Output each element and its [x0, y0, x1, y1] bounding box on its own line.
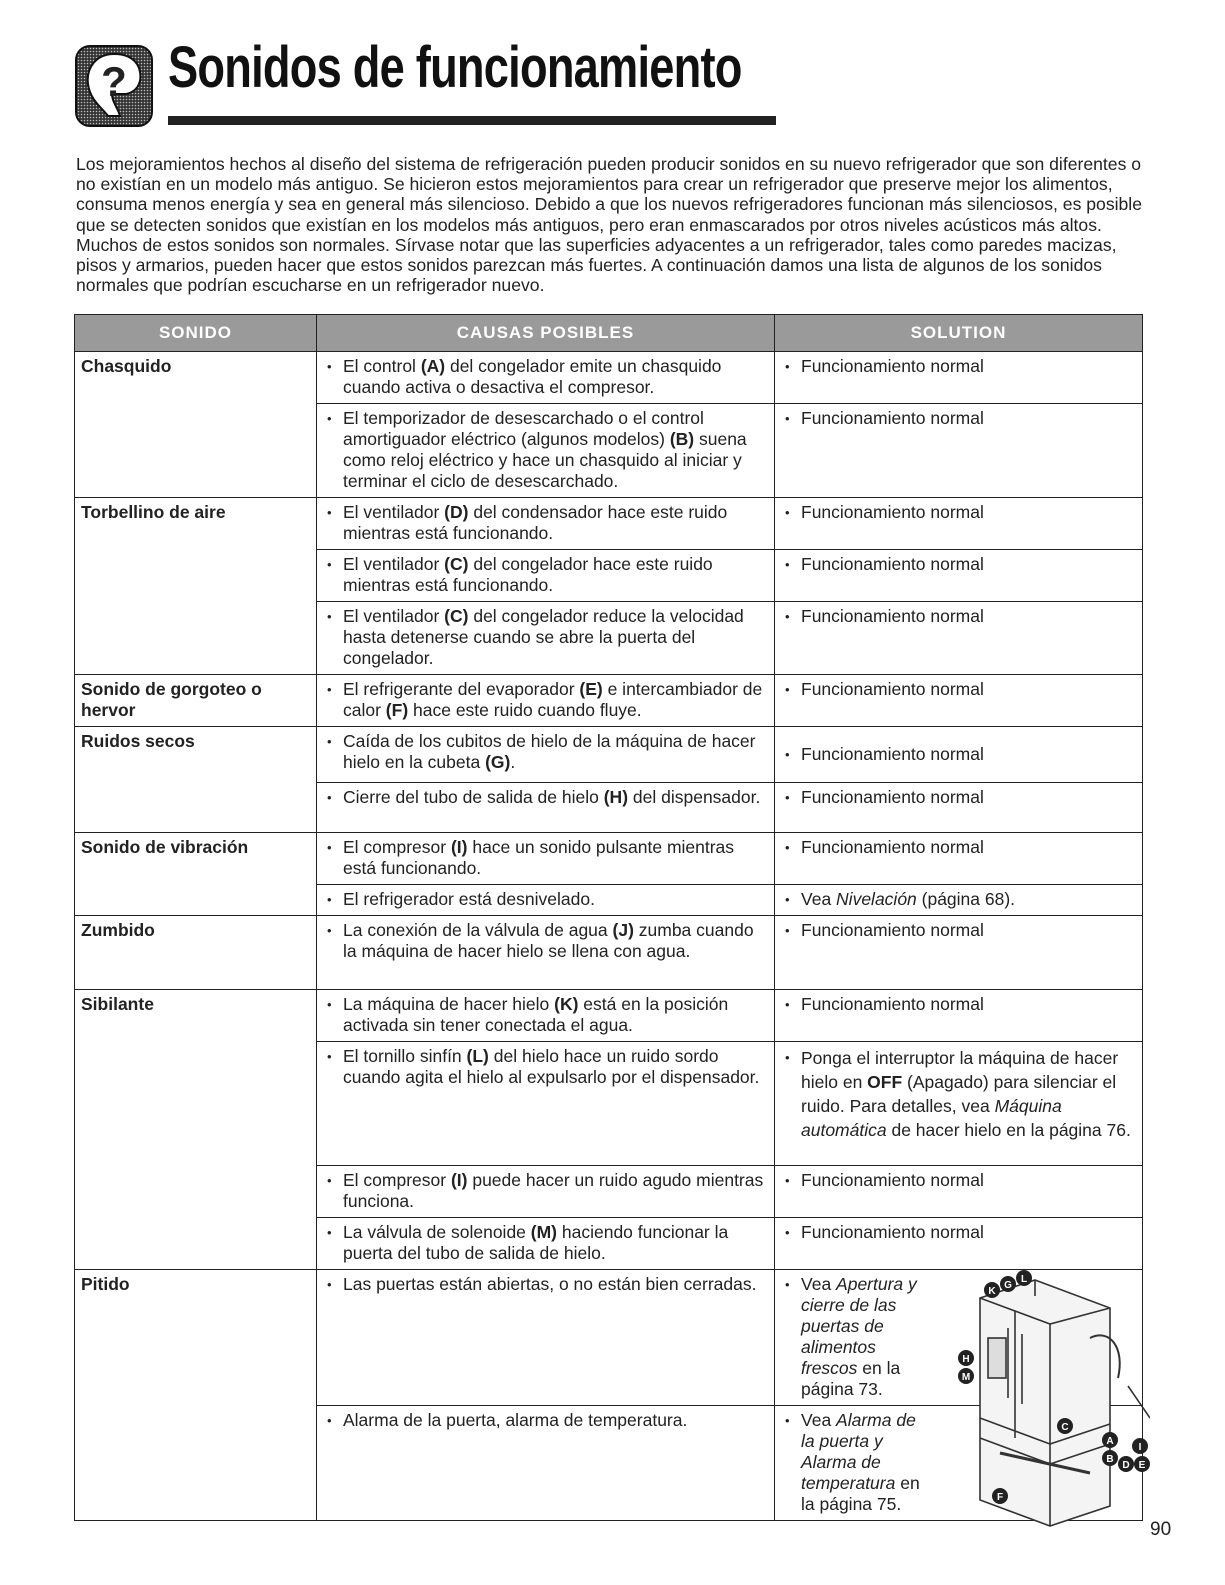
solution-cell: • Funcionamiento normal: [775, 550, 1143, 602]
figure-label: K: [988, 1286, 996, 1297]
title-underline: [168, 116, 776, 125]
figure-label: C: [1061, 1422, 1069, 1433]
sound-name: Sonido de vibración: [75, 833, 317, 916]
solution-cell: • Funcionamiento normal: [775, 990, 1143, 1042]
cause-cell: • El temporizador de desescarchado o el control amortiguador eléctrico (algunos modelos) (B) suena como reloj eléctrico y hace un chasquido al iniciar y terminar el ciclo de desescarchado.: [317, 404, 775, 498]
cause-cell: • El tornillo sinfín (L) del hielo hace un ruido sordo cuando agita el hielo al expulsarlo por el dispensador.: [317, 1042, 775, 1166]
solution-cell: • Funcionamiento normal: [775, 352, 1143, 404]
figure-label: I: [1138, 1442, 1142, 1453]
page-number: 90: [1150, 1519, 1172, 1540]
sound-name: Sibilante: [75, 990, 317, 1270]
sound-name: Torbellino de aire: [75, 498, 317, 675]
table-row: [75, 916, 1143, 990]
cause-cell: • Alarma de la puerta, alarma de temperatura.: [317, 1406, 775, 1521]
cause-cell: • El compresor (I) hace un sonido pulsante mientras está funcionando.: [317, 833, 775, 885]
figure-label: M: [961, 1372, 971, 1383]
sound-name: Chasquido: [75, 352, 317, 498]
cause-cell: • Caída de los cubitos de hielo de la máquina de hacer hielo en la cubeta (G).: [317, 727, 775, 783]
table-header-row: [75, 315, 1143, 352]
col-header-solution: SOLUTION: [775, 315, 1143, 352]
refrigerator-illustration: [940, 1268, 1150, 1528]
cause-cell: • Cierre del tubo de salida de hielo (H) del dispensador.: [317, 783, 775, 833]
col-header-sound: SONIDO: [75, 315, 317, 352]
sound-name: Ruidos secos: [75, 727, 317, 833]
cause-cell: • El refrigerante del evaporador (E) e intercambiador de calor (F) hace este ruido cuando fluye.: [317, 675, 775, 727]
solution-cell: • Funcionamiento normal: [775, 916, 1143, 990]
page-title: Sonidos de funcionamiento: [168, 35, 742, 100]
svg-text:?: ?: [101, 58, 127, 105]
table-row: [75, 352, 1143, 404]
cause-cell: • Las puertas están abiertas, o no están bien cerradas.: [317, 1270, 775, 1406]
table-row: [75, 990, 1143, 1042]
cause-cell: • El ventilador (C) del congelador reduce la velocidad hasta detenerse cuando se abre la puerta del congelador.: [317, 602, 775, 675]
figure-label: H: [962, 1354, 970, 1365]
solution-cell: • Vea Alarma de la puerta y Alarma de temperatura en la página 75.: [775, 1406, 1143, 1521]
sound-name: Pitido: [75, 1270, 317, 1521]
figure-label: L: [1020, 1274, 1028, 1285]
sound-name: Sonido de gorgoteo o hervor: [75, 675, 317, 727]
cause-cell: • El control (A) del congelador emite un chasquido cuando activa o desactiva el compresor.: [317, 352, 775, 404]
cause-cell: • La válvula de solenoide (M) haciendo funcionar la puerta del tubo de salida de hielo.: [317, 1218, 775, 1270]
solution-cell: • Funcionamiento normal: [775, 404, 1143, 498]
help-icon: [74, 44, 154, 128]
col-header-causes: CAUSAS POSIBLES: [317, 315, 775, 352]
solution-cell: • Funcionamiento normal: [775, 783, 1143, 833]
solution-cell: • Vea Nivelación (página 68).: [775, 885, 1143, 916]
solution-cell: • Funcionamiento normal: [775, 1218, 1143, 1270]
cause-cell: • El ventilador (C) del congelador hace este ruido mientras está funcionando.: [317, 550, 775, 602]
solution-cell: • Funcionamiento normal: [775, 1166, 1143, 1218]
cause-cell: • La conexión de la válvula de agua (J) zumba cuando la máquina de hacer hielo se llena con agua.: [317, 916, 775, 990]
solution-cell: • Vea Apertura y cierre de las puertas de alimentos frescos en la página 73.: [775, 1270, 1143, 1406]
figure-label: D: [1122, 1460, 1130, 1471]
figure-label: F: [996, 1492, 1004, 1503]
table-row: [75, 498, 1143, 550]
intro-paragraph: Los mejoramientos hechos al diseño del sistema de refrigeración pueden producir sonidos en su nuevo refrigerador que son diferentes o no existían en un modelo más antiguo. Se hicieron estos mejoramientos para crear un refrigerador que preserve mejor los alimentos, consuma menos energía y sea en general más silencioso. Debido a que los nuevos refrigeradores funcionan más silenciosos, es posible que se detecten sonidos que existían en los modelos más antiguos, pero eran enmascarados por otros niveles acústicos más altos. Muchos de estos sonidos son normales. Sírvase notar que las superficies adyacentes a un refrigerador, tales como paredes macizas, pisos y armarios, pueden hacer que estos sonidos parezcan más fuertes. A continuación damos una lista de algunos de los sonidos normales que podrían escucharse en un refrigerador nuevo.: [76, 154, 1143, 296]
cause-cell: • El compresor (I) puede hacer un ruido agudo mientras funciona.: [317, 1166, 775, 1218]
solution-cell: • Funcionamiento normal: [775, 727, 1143, 783]
table-row: [75, 675, 1143, 727]
solution-cell: • Funcionamiento normal: [775, 602, 1143, 675]
cause-cell: • El refrigerador está desnivelado.: [317, 885, 775, 916]
solution-cell: • Funcionamiento normal: [775, 675, 1143, 727]
figure-label: A: [1106, 1436, 1114, 1447]
solution-cell: • Funcionamiento normal: [775, 833, 1143, 885]
table-row: [75, 833, 1143, 885]
sound-name: Zumbido: [75, 916, 317, 990]
figure-label: G: [1004, 1280, 1012, 1291]
cause-cell: • El ventilador (D) del condensador hace este ruido mientras está funcionando.: [317, 498, 775, 550]
figure-label: E: [1138, 1460, 1146, 1471]
cause-cell: • La máquina de hacer hielo (K) está en la posición activada sin tener conectada el agua.: [317, 990, 775, 1042]
table-row: [75, 727, 1143, 783]
solution-cell: • Funcionamiento normal: [775, 498, 1143, 550]
solution-cell: • Ponga el interruptor la máquina de hacer hielo en OFF (Apagado) para silenciar el ruido. Para detalles, vea Máquina automática de hacer hielo en la página 76.: [775, 1042, 1143, 1166]
figure-label: B: [1106, 1454, 1114, 1465]
